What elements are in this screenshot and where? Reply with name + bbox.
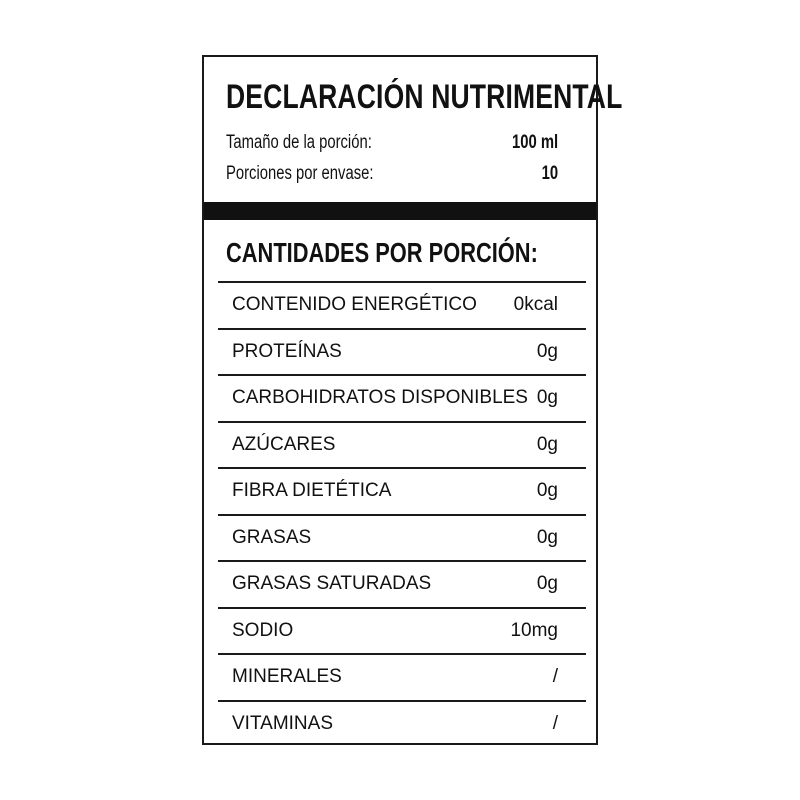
serving-size-row bbox=[226, 129, 558, 157]
nutrient-row bbox=[218, 328, 586, 375]
servings-label: Porciones por envase: bbox=[226, 163, 374, 184]
nutrient-name: MINERALES bbox=[232, 666, 342, 688]
nutrient-row bbox=[218, 467, 586, 514]
nutrient-amount: 0g bbox=[536, 433, 558, 455]
nutrient-row bbox=[218, 700, 586, 747]
nutrient-row bbox=[218, 607, 586, 654]
nutrient-amount: / bbox=[552, 712, 558, 734]
nutrient-amount: 0g bbox=[536, 340, 558, 362]
section-title bbox=[226, 233, 626, 273]
nutrient-amount: 0g bbox=[536, 480, 558, 502]
nutrition-label bbox=[202, 55, 623, 745]
nutrient-row bbox=[218, 653, 586, 700]
nutrient-name: CONTENIDO ENERGÉTICO bbox=[232, 294, 477, 316]
servings-value: 10 bbox=[541, 163, 558, 184]
nutrient-amount: 0g bbox=[536, 526, 558, 548]
nutrient-amount: 10mg bbox=[510, 619, 558, 641]
label-title-text: DECLARACIÓN NUTRIMENTAL bbox=[226, 78, 623, 116]
nutrient-amount: 0g bbox=[536, 573, 558, 595]
servings-row bbox=[226, 160, 558, 188]
nutrient-name: VITAMINAS bbox=[232, 712, 333, 734]
nutrient-row bbox=[218, 281, 586, 328]
nutrient-name: FIBRA DIETÉTICA bbox=[232, 480, 392, 502]
nutrient-amount: / bbox=[552, 666, 558, 688]
nutrient-name: PROTEÍNAS bbox=[232, 340, 342, 362]
nutrient-name: GRASAS bbox=[232, 526, 312, 548]
serving-size-value: 100 ml bbox=[511, 132, 558, 153]
nutrient-row bbox=[218, 514, 586, 561]
divider-bar bbox=[204, 202, 596, 220]
nutrient-name: GRASAS SATURADAS bbox=[232, 573, 432, 595]
nutrient-table bbox=[218, 281, 586, 746]
nutrient-name: SODIO bbox=[232, 619, 294, 641]
section-title-text: CANTIDADES POR PORCIÓN: bbox=[226, 237, 538, 268]
label-title bbox=[226, 75, 734, 119]
nutrient-row bbox=[218, 560, 586, 607]
nutrient-name: AZÚCARES bbox=[232, 433, 336, 455]
serving-size-label: Tamaño de la porción: bbox=[226, 132, 372, 153]
nutrient-row bbox=[218, 421, 586, 468]
nutrient-amount: 0g bbox=[536, 387, 558, 409]
nutrient-amount: 0kcal bbox=[513, 294, 558, 316]
nutrient-row bbox=[218, 374, 586, 421]
nutrient-name: CARBOHIDRATOS DISPONIBLES bbox=[232, 387, 528, 409]
